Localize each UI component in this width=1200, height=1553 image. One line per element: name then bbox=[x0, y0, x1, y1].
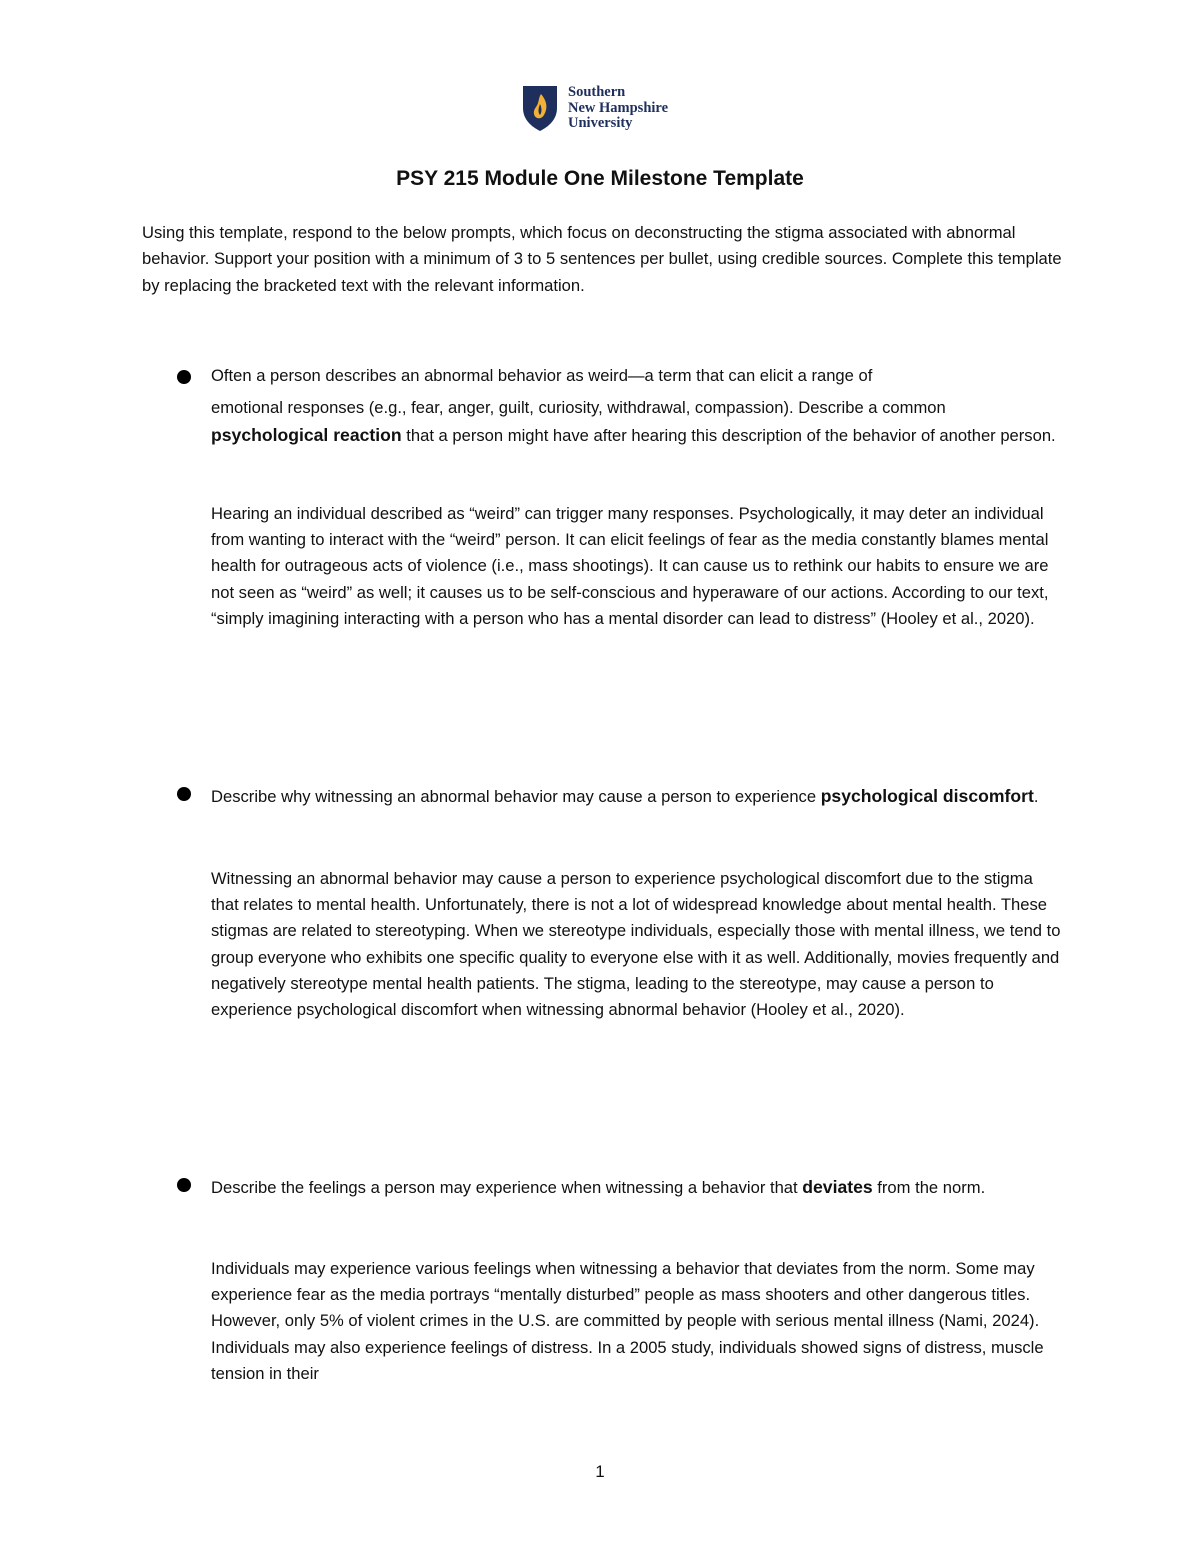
logo-line-2: New Hampshire bbox=[568, 99, 669, 116]
prompt-3-bold: deviates bbox=[802, 1177, 873, 1197]
logo-line-3: University bbox=[568, 115, 633, 131]
prompt-1 bbox=[211, 363, 1061, 449]
logo-line-1: Southern bbox=[568, 84, 626, 100]
bullet-3 bbox=[177, 1178, 191, 1192]
document-title: PSY 215 Module One Milestone Template bbox=[396, 167, 804, 190]
intro-paragraph: Using this template, respond to the below prompts, which focus on deconstructing the stigma associated with abnormal behavior. Support your position with a minimum of 3 to 5 sentences per bullet, using credible sources. Complete this template by replacing the bracketed text with the relevant information. bbox=[142, 223, 1062, 295]
flame-shield-icon bbox=[520, 84, 560, 132]
prompt-2-text-end: . bbox=[1033, 787, 1039, 806]
prompt-2-text: Describe why witnessing an abnormal behavior may cause a person to experience bbox=[211, 787, 821, 806]
university-logo bbox=[520, 84, 690, 134]
prompt-2-bold: psychological discomfort bbox=[820, 786, 1034, 806]
prompt-1-rest bbox=[211, 395, 1061, 449]
prompt-3-text-end: from the norm. bbox=[872, 1178, 986, 1197]
bullet-1 bbox=[177, 370, 191, 384]
answer-1: Hearing an individual described as “weird” can trigger many responses. Psychologically, it may deter an individual from wanting to interact with the “weird” person. It can elicit feelings of fear as the media constantly blames mental health for outrageous acts of violence (i.e., mass shootings). It can cause us to rethink our habits to ensure we are not seen as “weird” as well; it causes us to be self-conscious and hyperaware of our actions. According to our text, “simply imagining interacting with a person who has a mental disorder can lead to distress” (Hooley et al., 2020). bbox=[211, 504, 1049, 628]
prompt-3 bbox=[211, 1171, 1061, 1203]
prompt-1-text-end: that a person might have after hearing this description of the behavior of another person. bbox=[401, 425, 1056, 445]
answer-2: Witnessing an abnormal behavior may cause a person to experience psychological discomfort due to the stigma that relates to mental health. Unfortunately, there is not a lot of widespread knowledge about mental health. These stigmas are related to stereotyping. When we stereotype individuals, especially those with mental illness, we tend to group everyone who exhibits one specific quality to everyone else with it as well. Additionally, movies frequently and negatively stereotype mental health patients. The stigma, leading to the stereotype, may cause a person to experience psychological discomfort when witnessing abnormal behavior (Hooley et al., 2020). bbox=[211, 869, 1061, 1020]
logo-wordmark bbox=[568, 85, 668, 132]
answer-3: Individuals may experience various feelings when witnessing a behavior that deviates from the norm. Some may experience fear as the media portrays “mentally disturbed” people as mass shooters and other dangerous titles. However, only 5% of violent crimes in the U.S. are committed by people with serious mental illness (Nami, 2024). Individuals may also experience feelings of distress. In a 2005 study, individuals showed signs of distress, muscle tension in their bbox=[211, 1259, 1044, 1383]
page-number: 1 bbox=[595, 1462, 605, 1481]
prompt-3-text: Describe the feelings a person may experience when witnessing a behavior that bbox=[211, 1178, 803, 1197]
prompt-1-bold: psychological reaction bbox=[211, 424, 402, 445]
prompt-1-text: emotional responses (e.g., fear, anger, guilt, curiosity, withdrawal, compassion). Describe a common bbox=[211, 398, 946, 418]
bullet-2 bbox=[177, 787, 191, 801]
prompt-2 bbox=[211, 780, 1061, 812]
prompt-1-line-1: Often a person describes an abnormal behavior as weird—a term that can elicit a range of bbox=[211, 366, 873, 385]
